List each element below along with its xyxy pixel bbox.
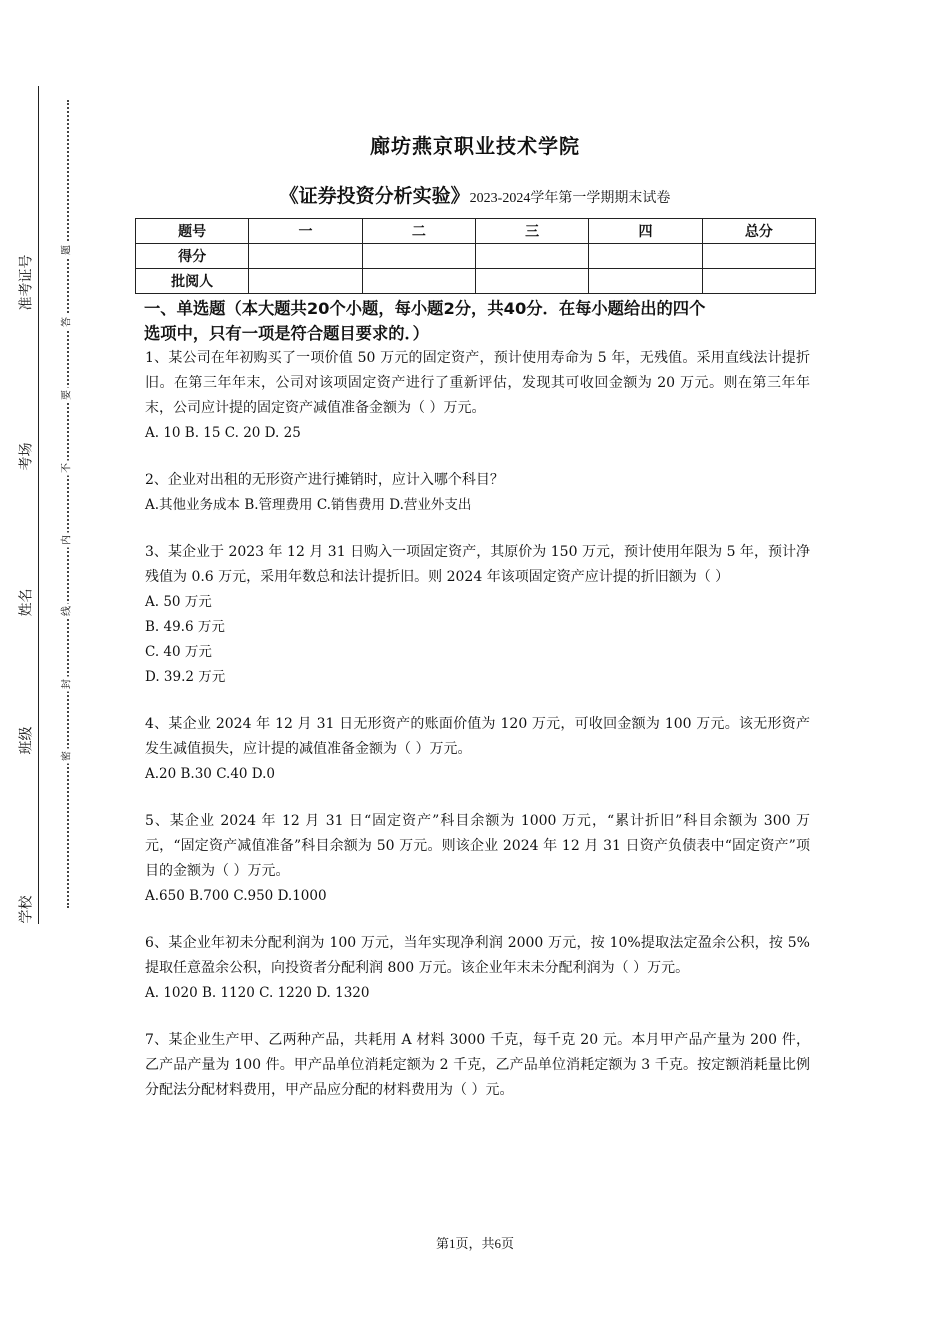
reviewer-cell [589,269,702,294]
question-1 [145,346,810,446]
seal-char: 内 [62,533,74,548]
score-table-header: 一 [249,219,362,244]
question-options: A.20 B.30 C.40 D.0 [145,766,276,782]
name-label: 姓名 [18,588,35,617]
seal-char: 不 [62,461,74,476]
section-heading [144,296,810,346]
question-text: 5、某企业 2024 年 12 月 31 日“固定资产”科目余额为 1000 万元，“累计折旧”科目余额为 300 万元，“固定资产减值准备”科目余额为 50 万元。则该企业 2024 年 12 月 31 日资产负债表中“固定资产”项目的金额为（ ）万元。 [145,813,810,879]
score-table-header: 二 [362,219,475,244]
seal-dotted-line [67,100,69,908]
exam-title [0,181,950,208]
score-cell [702,244,815,269]
section-heading-line: 选项中，只有一项是符合题目要求的．） [144,324,429,343]
reviewer-cell [362,269,475,294]
seal-char: 答 [62,315,74,330]
question-options: A.650 B.700 C.950 D.1000 [145,888,327,904]
score-table [135,218,816,294]
exam-room-label: 考场 [18,442,35,471]
question-text: 7、某企业生产甲、乙两种产品，共耗用 A 材料 3000 千克，每千克 20 元。本月甲产品产量为 200 件，乙产品产量为 100 件。甲产品单位消耗定额为 2 千克，乙产品单位消耗定额为 3 千克。按定额消耗量比例分配法分配材料费用，甲产品应分配的材料费用为（ ）元。 [145,1032,810,1098]
question-options: A. 10 B. 15 C. 20 D. 25 [145,425,301,441]
reviewer-cell [475,269,588,294]
reviewer-cell [702,269,815,294]
school-title: 廊坊燕京职业技术学院 [370,134,580,158]
question-text: 4、某企业 2024 年 12 月 31 日无形资产的账面价值为 120 万元，可收回金额为 100 万元。该无形资产发生减值损失，应计提的减值准备金额为（ ）万元。 [145,716,810,757]
question-section [145,296,810,1103]
binding-solid-line [38,86,39,924]
seal-char: 密 [62,749,74,764]
exam-number-label: 准考证号 [18,254,35,311]
seal-char: 线 [62,604,74,619]
school-label: 学校 [18,895,35,924]
question-text: 3、某企业于 2023 年 12 月 31 日购入一项固定资产，其原价为 150 万元，预计使用年限为 5 年，预计净残值为 0.6 万元，采用年数总和法计提折旧。则 2024 年该项固定资产应计提的折旧额为（ ） [145,544,810,585]
option-c: C. 40 万元 [145,644,212,660]
question-7 [145,1028,810,1103]
score-cell [475,244,588,269]
score-row [136,244,816,269]
question-6 [145,931,810,1006]
reviewer-cell [249,269,362,294]
section-heading-line: 一、单选题（本大题共20个小题，每小题2分，共40分．在每小题给出的四个 [144,299,706,318]
seal-char: 封 [62,677,74,692]
course-name: 《证券投资分析实验》 [279,185,470,207]
score-cell [249,244,362,269]
reviewer-row-label: 批阅人 [136,269,249,294]
page-footer: 第1页，共6页 [435,1236,514,1251]
reviewer-row [136,269,816,294]
score-table-header: 总分 [702,219,815,244]
question-5 [145,809,810,909]
exam-term: 2023-2024学年第一学期期末试卷 [469,191,671,206]
question-text: 6、某企业年初未分配利润为 100 万元，当年实现净利润 2000 万元，按 10%提取法定盈余公积，按 5%提取任意盈余公积，向投资者分配利润 800 万元。该企业年末未分配利润为（ ）万元。 [145,935,810,976]
question-options: A.其他业务成本 B.管理费用 C.销售费用 D.营业外支出 [145,497,472,513]
seal-char: 要 [62,388,74,403]
seal-char: 题 [62,243,74,258]
score-table-header: 三 [475,219,588,244]
question-2 [145,468,810,518]
option-d: D. 39.2 万元 [145,669,226,685]
question-text: 2、企业对出租的无形资产进行摊销时，应计入哪个科目？ [145,472,504,488]
question-3 [145,540,810,690]
score-cell [589,244,702,269]
option-b: B. 49.6 万元 [145,619,225,635]
question-text: 1、某公司在年初购买了一项价值 50 万元的固定资产，预计使用寿命为 5 年，无残值。采用直线法计提折旧。在第三年年末，公司对该项固定资产进行了重新评估，发现其可收回金额为 20 万元。则在第三年年末，公司应计提的固定资产减值准备金额为（ ）万元。 [145,350,810,416]
score-table-header: 四 [589,219,702,244]
option-a: A. 50 万元 [145,594,212,610]
score-cell [362,244,475,269]
score-table-header-row [136,219,816,244]
class-label: 班级 [18,726,35,755]
question-4 [145,712,810,787]
question-options: A. 1020 B. 1120 C. 1220 D. 1320 [145,985,370,1001]
score-row-label: 得分 [136,244,249,269]
score-table-header: 题号 [136,219,249,244]
